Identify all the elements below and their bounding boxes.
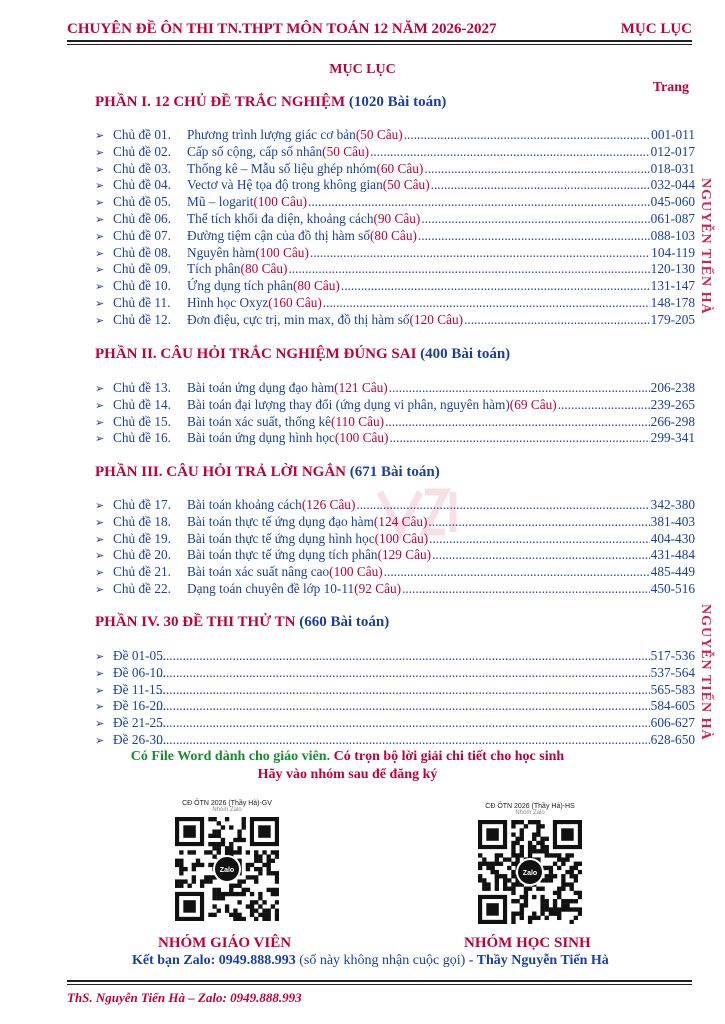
side-author-text: NGUYỄN TIẾN HÀ (698, 178, 713, 315)
toc-entry-name: Mũ – logarit (187, 194, 254, 210)
dot-leader (156, 715, 650, 732)
toc-entry-name: Bài toán xác suất nâng cao (187, 564, 330, 580)
toc-entry-name: Hình học Oxyz (187, 294, 269, 310)
toc-entry-pages: 584-605 (650, 698, 695, 714)
toc-entry-label: Chủ đề 05. (113, 194, 171, 210)
toc-entry-name: Thống kê – Mẫu số liệu ghép nhóm (187, 160, 377, 176)
toc-entry[interactable] (95, 295, 695, 312)
toc-entry-label: Chủ đề 10. (113, 278, 171, 294)
toc-entry-pages: 565-583 (650, 681, 695, 697)
toc-entry-pages: 404-430 (650, 530, 695, 546)
dot-leader (421, 211, 649, 228)
dot-leader (156, 732, 650, 749)
toc-entry[interactable] (95, 211, 695, 228)
toc-entry[interactable] (95, 245, 695, 262)
header-title: CHUYÊN ĐỀ ÔN THI TN.THPT MÔN TOÁN 12 NĂM 2026-2027 (67, 21, 497, 37)
arrow-bullet-icon: ➢ (95, 314, 105, 327)
arrow-bullet-icon: ➢ (95, 264, 105, 277)
toc-entry-count: (50 Câu) (322, 143, 370, 159)
dot-leader (156, 682, 650, 699)
toc-entry[interactable] (95, 144, 695, 161)
toc-entry[interactable] (95, 261, 695, 278)
toc-entry-pages: 120-130 (650, 261, 695, 277)
dot-leader (428, 514, 649, 531)
toc-entry-name: Phương trình lượng giác cơ bản (187, 127, 356, 142)
dot-leader (156, 648, 650, 665)
toc-entry-label: Chủ đề 17. (113, 497, 171, 512)
arrow-bullet-icon: ➢ (95, 718, 105, 731)
dot-leader (404, 127, 650, 144)
toc-entry[interactable] (95, 430, 695, 447)
toc-entry-pages: 148-178 (650, 294, 695, 310)
dot-leader (464, 312, 650, 329)
toc-entry-label: Chủ đề 13. (113, 380, 171, 395)
toc-entry-pages: 012-017 (650, 143, 695, 159)
toc-entry-pages: 045-060 (650, 194, 695, 210)
side-author-text-2: NGUYỄN TIẾN HÀ (698, 604, 713, 741)
header-divider-thin (67, 44, 692, 45)
toc-entry-count: (124 Câu) (373, 513, 428, 529)
dot-leader (308, 194, 650, 211)
dot-leader (402, 581, 650, 598)
arrow-bullet-icon: ➢ (95, 281, 105, 294)
page-header (67, 16, 692, 38)
toc-entry-name: Bài toán ứng dụng đạo hàm (187, 380, 335, 395)
dot-leader (432, 547, 650, 564)
arrow-bullet-icon: ➢ (95, 500, 105, 512)
dot-leader (424, 161, 649, 178)
toc-entry-label: Chủ đề 15. (113, 413, 171, 429)
qr-caption: CĐ ÔTN 2026 (Thầy Hà)-HS (485, 803, 575, 810)
toc-entry-name: Đường tiệm cận của đồ thị hàm số (187, 227, 370, 243)
toc-entry-count: (80 Câu) (292, 278, 340, 294)
arrow-bullet-icon: ➢ (95, 583, 105, 596)
toc-list-part1 (95, 127, 695, 329)
toc-entry-count: (160 Câu) (268, 294, 322, 310)
toc-entry-name: Bài toán thực tế ứng dụng tích phân (187, 547, 378, 563)
dot-leader (370, 144, 650, 161)
dot-leader (356, 497, 649, 514)
section-heading-4: PHẦN IV. 30 ĐỀ THI THỬ TN (660 Bài toán) (95, 614, 390, 630)
toc-entry[interactable] (95, 161, 695, 178)
toc-entry[interactable] (95, 581, 695, 598)
toc-entry[interactable] (95, 127, 695, 144)
toc-entry-label: Chủ đề 11. (113, 294, 171, 310)
dot-leader (558, 397, 650, 414)
toc-entry-pages: 104-119 (651, 244, 695, 260)
toc-entry-name: Bài toán ứng dụng hình học (187, 430, 335, 446)
toc-entry-label: Chủ đề 19. (113, 530, 171, 546)
toc-entry[interactable] (95, 698, 695, 715)
toc-entry-name: Nguyên hàm (187, 244, 256, 260)
toc-entry[interactable] (95, 732, 695, 749)
toc-entry-label: Đề 06-10. (113, 664, 167, 680)
toc-entry-count: (60 Câu) (376, 160, 424, 176)
qr-caption: CĐ ÔTN 2026 (Thầy Hà)-GV (182, 800, 272, 807)
toc-entry-pages: 517-536 (650, 648, 695, 663)
qr-subcaption: Nhóm Zalo (212, 807, 242, 813)
arrow-bullet-icon: ➢ (95, 533, 105, 546)
toc-entry[interactable] (95, 531, 695, 548)
toc-entry-label: Chủ đề 08. (113, 244, 171, 260)
toc-entry-label: Chủ đề 07. (113, 227, 171, 243)
teacher-group-label: NHÓM GIÁO VIÊN (158, 935, 292, 951)
toc-entry-name: Đơn điệu, cực trị, min max, đồ thị hàm số (187, 311, 410, 327)
toc-entry-pages: 206-238 (650, 380, 695, 395)
toc-entry-label: Chủ đề 12. (113, 311, 171, 327)
toc-entry[interactable] (95, 547, 695, 564)
toc-entry-count: (90 Câu) (373, 210, 421, 226)
toc-entry[interactable] (95, 497, 695, 514)
toc-entry-name: Bài toán đại lượng thay đổi (ứng dụng vi phân, nguyên hàm) (187, 396, 510, 412)
toc-entry-count: (120 Câu) (409, 311, 464, 327)
header-divider (67, 40, 692, 42)
qr-subcaption: Nhóm Zalo (515, 810, 545, 816)
arrow-bullet-icon: ➢ (95, 163, 105, 176)
toc-entry-pages: 450-516 (650, 580, 695, 596)
toc-entry[interactable] (95, 564, 695, 581)
arrow-bullet-icon: ➢ (95, 701, 105, 714)
dot-leader (156, 698, 650, 715)
dot-leader (156, 665, 650, 682)
zalo-logo-text: Zalo (522, 870, 538, 877)
qr-code-icon[interactable] (478, 820, 582, 924)
toc-entry[interactable] (95, 682, 695, 699)
toc-entry-count: (100 Câu) (253, 194, 308, 210)
arrow-bullet-icon: ➢ (95, 567, 105, 580)
toc-entry-label: Chủ đề 09. (113, 261, 171, 277)
toc-entry-count: (121 Câu) (334, 380, 388, 395)
arrow-bullet-icon: ➢ (95, 550, 105, 563)
toc-entry[interactable] (95, 380, 695, 397)
arrow-bullet-icon: ➢ (95, 213, 105, 226)
arrow-bullet-icon: ➢ (95, 651, 105, 663)
toc-entry-count: (110 Câu) (331, 413, 385, 429)
toc-entry-count: (126 Câu) (301, 497, 356, 512)
header-section: MỤC LỤC (620, 21, 692, 37)
zalo-logo-text: Zalo (219, 867, 235, 874)
toc-entry-pages: 018-031 (650, 160, 695, 176)
toc-entry-count: (100 Câu) (255, 244, 309, 260)
toc-entry-name: Vectơ và Hệ tọa độ trong không gian (187, 177, 383, 193)
toc-entry-name: Dạng toán chuyên đề lớp 10-11 (187, 580, 355, 596)
toc-entry-pages: 001-011 (651, 127, 695, 142)
dot-leader (389, 380, 650, 397)
toc-entry-label: Chủ đề 01. (113, 127, 171, 142)
toc-entry-pages: 606-627 (650, 715, 695, 731)
arrow-bullet-icon: ➢ (95, 734, 105, 747)
arrow-bullet-icon: ➢ (95, 230, 105, 243)
arrow-bullet-icon: ➢ (95, 516, 105, 529)
toc-entry-pages: 485-449 (650, 564, 695, 580)
toc-entry-pages: 088-103 (650, 227, 695, 243)
toc-entry-count: (50 Câu) (382, 177, 430, 193)
toc-entry[interactable] (95, 194, 695, 211)
toc-entry[interactable] (95, 414, 695, 431)
toc-entry-label: Chủ đề 04. (113, 177, 171, 193)
qr-code-icon[interactable] (175, 817, 279, 921)
dot-leader (389, 430, 649, 447)
dot-leader (418, 228, 650, 245)
toc-entry-pages: 179-205 (650, 311, 695, 327)
contact-line: Kết bạn Zalo: 0949.888.993 (số này không nhận cuộc gọi) - Thầy Nguyễn Tiến Hà (132, 953, 609, 968)
footer-divider-thin (67, 984, 692, 985)
toc-entry-pages: 431-484 (650, 547, 695, 563)
arrow-bullet-icon: ➢ (95, 684, 105, 697)
qr-teacher-group[interactable] (175, 800, 279, 926)
toc-entry-pages: 239-265 (650, 396, 695, 412)
toc-entry-label: Đề 11-15. (113, 681, 166, 697)
toc-entry-label: Chủ đề 06. (113, 210, 171, 226)
toc-entry-label: Chủ đề 16. (113, 430, 171, 446)
arrow-bullet-icon: ➢ (95, 297, 105, 310)
toc-entry-label: Chủ đề 14. (113, 396, 171, 412)
dot-leader (429, 531, 650, 548)
toc-entry-name: Bài toán thực tế ứng dụng hình học (187, 530, 375, 546)
toc-entry-count: (100 Câu) (329, 564, 383, 580)
toc-entry-count: (129 Câu) (377, 547, 432, 563)
toc-entry-label: Đề 01-05. (113, 648, 167, 663)
toc-entry[interactable] (95, 715, 695, 732)
toc-list-part3 (95, 497, 695, 598)
toc-entry[interactable] (95, 312, 695, 329)
toc-entry-count: (80 Câu) (370, 227, 417, 243)
toc-entry-count: (100 Câu) (334, 430, 389, 446)
arrow-bullet-icon: ➢ (95, 399, 105, 412)
dot-leader (323, 295, 650, 312)
toc-entry-count: (100 Câu) (374, 530, 429, 546)
toc-entry-pages: 537-564 (650, 664, 695, 680)
toc-entry[interactable] (95, 397, 695, 414)
toc-entry-pages: 628-650 (650, 731, 695, 747)
toc-entry-count: (92 Câu) (354, 580, 402, 596)
toc-entry-label: Chủ đề 02. (113, 143, 171, 159)
toc-entry[interactable] (95, 228, 695, 245)
dot-leader (385, 414, 650, 431)
toc-entry-name: Bài toán khoảng cách (187, 497, 302, 512)
page-column-label: Trang (652, 80, 689, 95)
toc-entry-pages: 299-341 (650, 430, 695, 446)
toc-entry-label: Chủ đề 21. (113, 564, 171, 580)
toc-entry-name: Bài toán thực tế ứng dụng đạo hàm (187, 513, 374, 529)
arrow-bullet-icon: ➢ (95, 197, 105, 210)
note-line-1: Có File Word dành cho giáo viên. Có trọn bộ lời giải chi tiết cho học sinh (130, 749, 565, 764)
note-line-2: Hãy vào nhóm sau để đăng ký (257, 767, 438, 782)
toc-entry-pages: 032-044 (650, 177, 695, 193)
toc-entry-pages: 131-147 (650, 278, 695, 294)
student-group-label: NHÓM HỌC SINH (464, 935, 591, 951)
toc-entry-name: Cấp số cộng, cấp số nhân (187, 143, 323, 159)
dot-leader (341, 278, 650, 295)
arrow-bullet-icon: ➢ (95, 667, 105, 680)
dot-leader (310, 245, 650, 262)
dot-leader (384, 564, 650, 581)
toc-entry-label: Đề 26-30. (113, 731, 167, 747)
toc-entry-label: Chủ đề 22. (113, 580, 171, 596)
dot-leader (288, 261, 649, 278)
toc-entry-label: Chủ đề 20. (113, 547, 171, 563)
toc-entry-count: (80 Câu) (240, 261, 288, 277)
toc-entry-label: Chủ đề 03. (113, 160, 171, 176)
toc-entry-pages: 061-087 (650, 210, 695, 226)
toc-entry[interactable] (95, 665, 695, 682)
toc-entry-count: (50 Câu) (355, 127, 403, 142)
toc-entry-name: Thể tích khối đa diện, khoảng cách (187, 210, 374, 226)
toc-entry[interactable] (95, 648, 695, 665)
section-heading-1: PHẦN I. 12 CHỦ ĐỀ TRẮC NGHIỆM (1020 Bài toán) (95, 94, 447, 110)
footer-divider (67, 980, 692, 982)
toc-entry-pages: 381-403 (650, 513, 695, 529)
toc-list-part4 (95, 648, 695, 749)
toc-entry-pages: 342-380 (650, 497, 695, 512)
arrow-bullet-icon: ➢ (95, 180, 105, 193)
section-heading-2: PHẦN II. CÂU HỎI TRẮC NGHIỆM ĐÚNG SAI (400 Bài toán) (95, 346, 511, 362)
section-heading-3: PHẦN III. CÂU HỎI TRẢ LỜI NGẮN (671 Bài toán) (95, 464, 440, 480)
arrow-bullet-icon: ➢ (95, 433, 105, 446)
toc-entry-label: Đề 21-25. (113, 715, 167, 731)
toc-entry-pages: 266-298 (650, 413, 695, 429)
toc-entry[interactable] (95, 278, 695, 295)
toc-entry-name: Bài toán xác suất, thống kê (187, 413, 332, 429)
page-title: MỤC LỤC (329, 62, 396, 77)
toc-entry-count: (69 Câu) (509, 396, 557, 412)
toc-entry[interactable] (95, 177, 695, 194)
toc-entry[interactable] (95, 514, 695, 531)
arrow-bullet-icon: ➢ (95, 130, 105, 142)
arrow-bullet-icon: ➢ (95, 416, 105, 429)
page-footer: ThS. Nguyễn Tiến Hà – Zalo: 0949.888.993 (67, 990, 302, 1005)
toc-entry-label: Chủ đề 18. (113, 513, 171, 529)
arrow-bullet-icon: ➢ (95, 247, 105, 260)
dot-leader (431, 177, 650, 194)
arrow-bullet-icon: ➢ (95, 146, 105, 159)
toc-entry-name: Tích phân (187, 261, 241, 277)
qr-student-group[interactable] (478, 803, 582, 929)
arrow-bullet-icon: ➢ (95, 383, 105, 395)
toc-entry-label: Đề 16-20. (113, 698, 167, 714)
toc-entry-name: Ứng dụng tích phân (187, 278, 293, 294)
toc-list-part2 (95, 380, 695, 447)
